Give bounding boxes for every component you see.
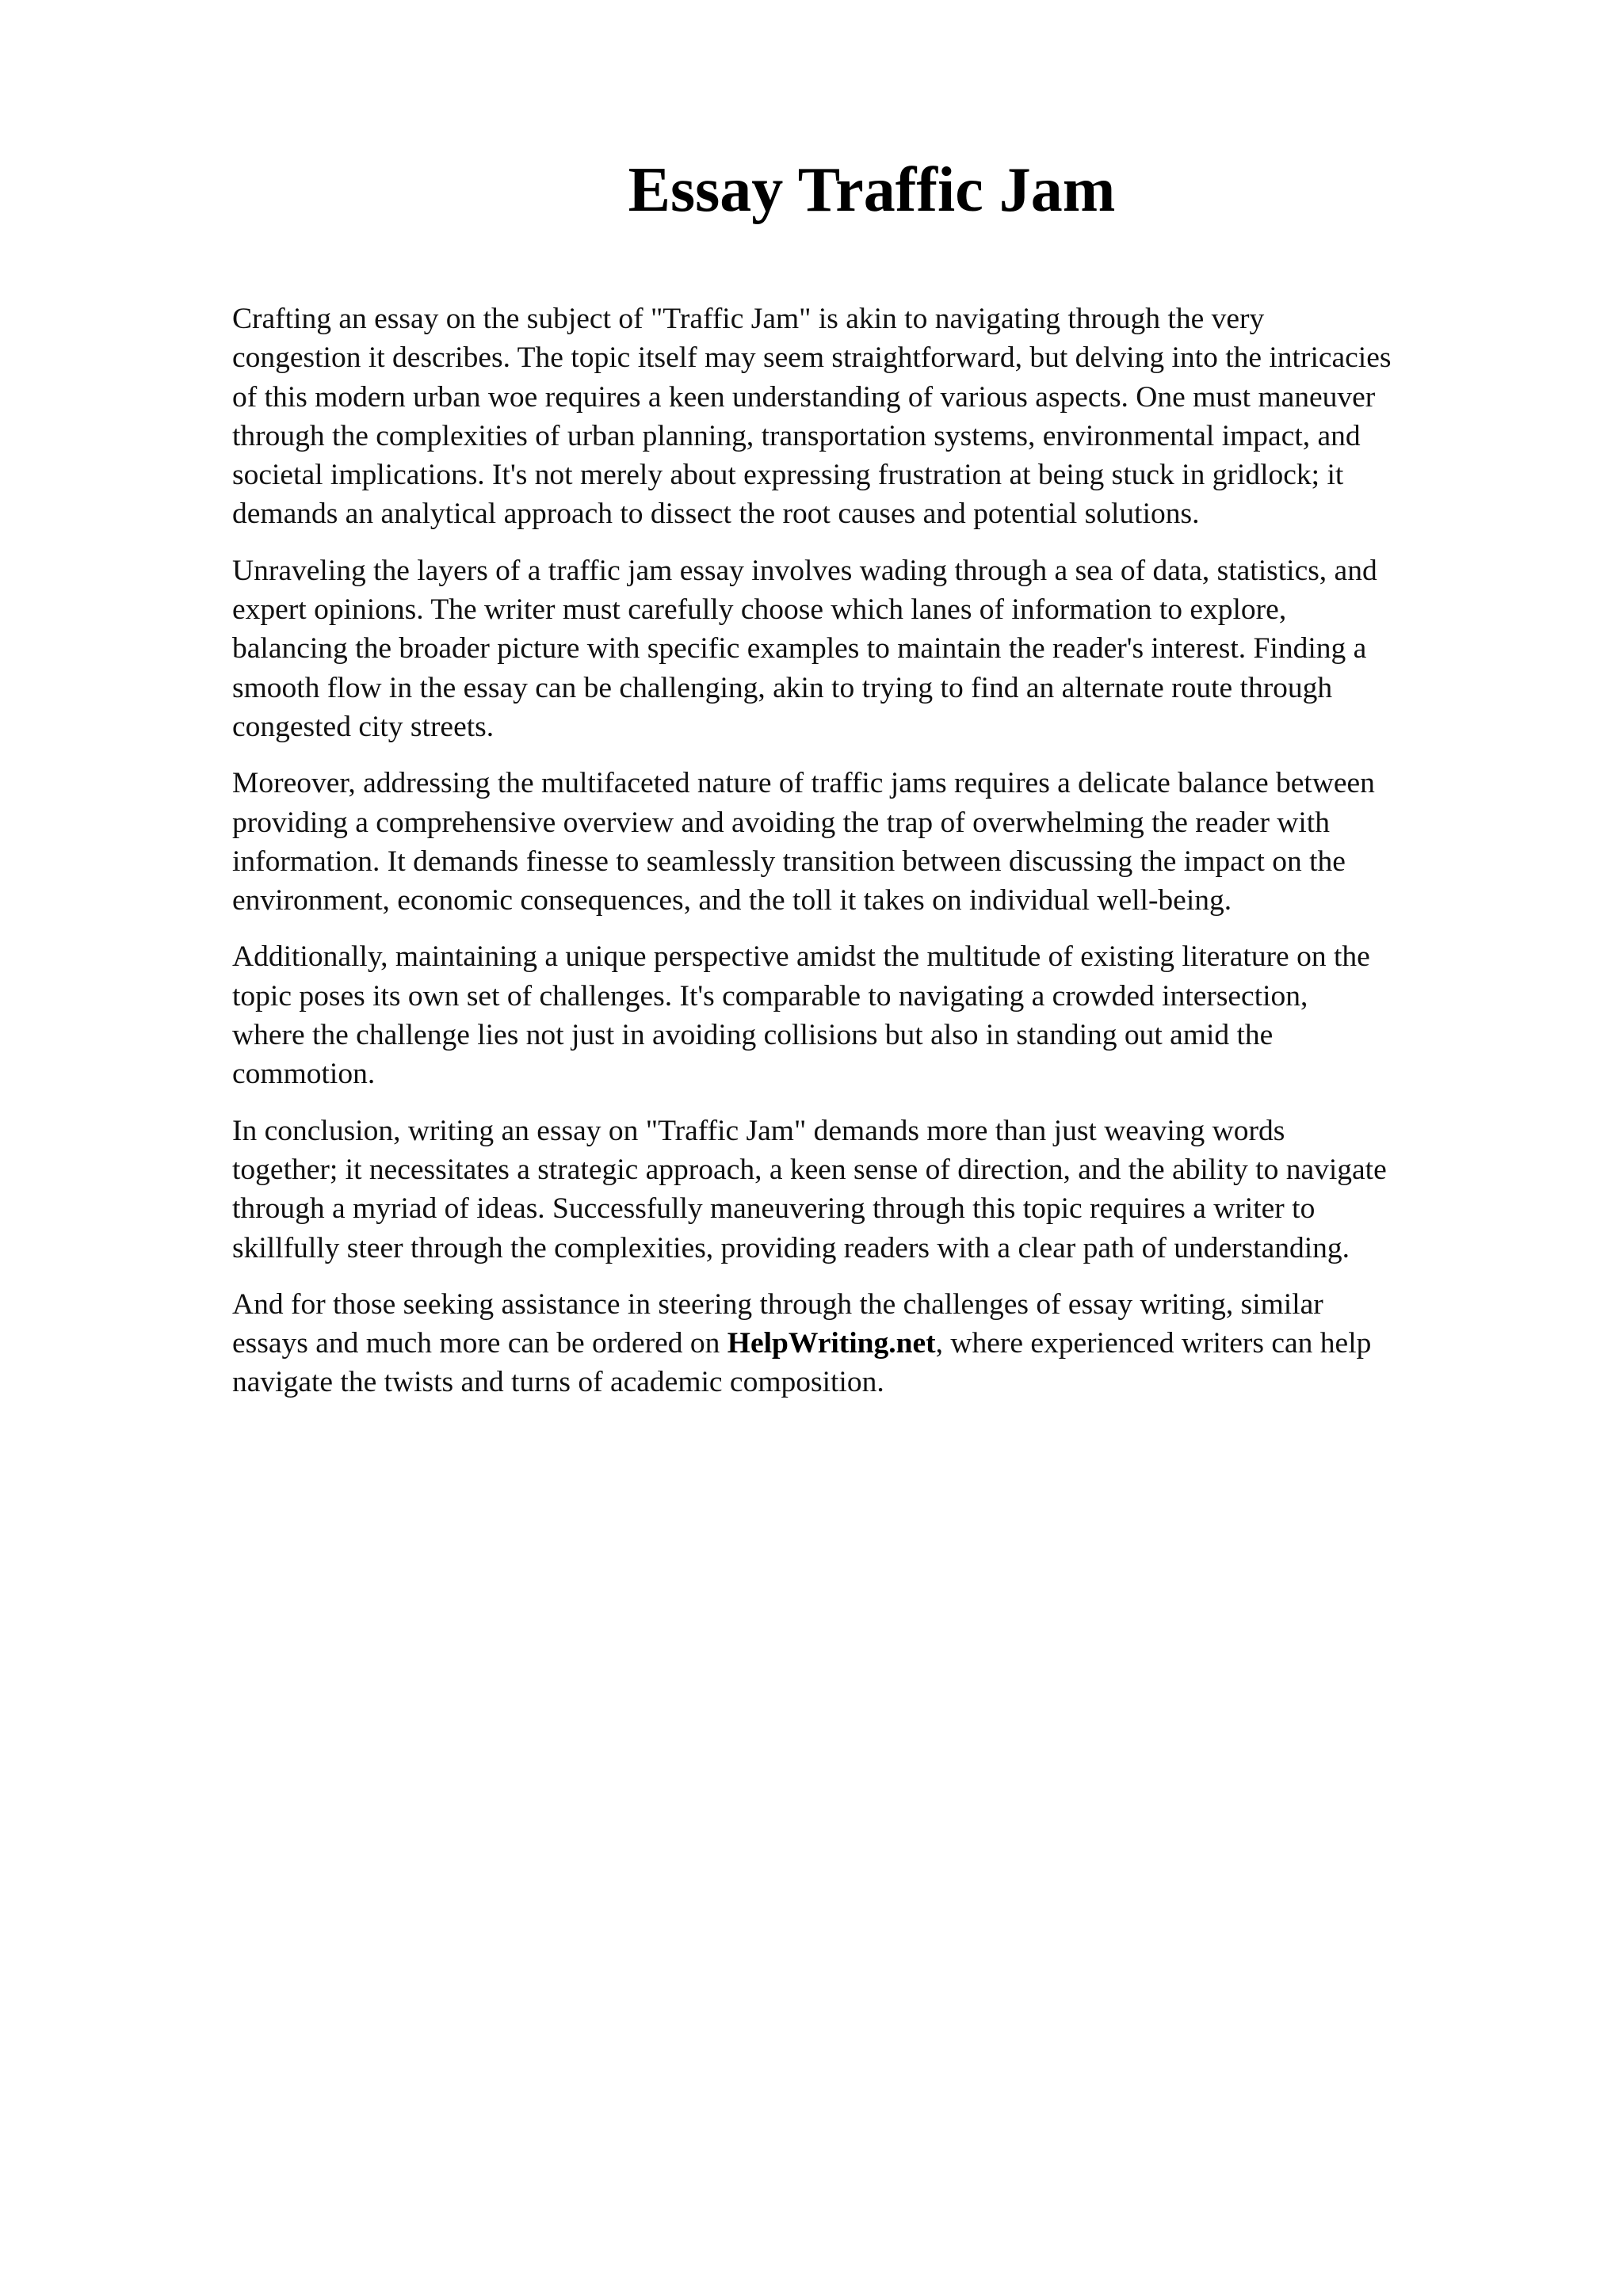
paragraph-line: congested city streets. [232,710,495,743]
paragraph-line: through the complexities of urban planning, transportation systems, environmental impact, and [232,419,1361,452]
paragraph-line: through a myriad of ideas. Successfully maneuvering through this topic requires a writer to [232,1192,1316,1226]
paragraph-line: commotion. [232,1058,376,1091]
paragraph-line: Moreover, addressing the multifaceted nature of traffic jams requires a delicate balance between [232,767,1375,800]
paragraph-1 [232,299,1532,534]
paragraph-3 [232,764,1532,920]
paragraph-line: And for those seeking assistance in steering through the challenges of essay writing, similar [232,1287,1323,1321]
closing-text-before-link: essays and much more can be ordered on [232,1327,727,1360]
closing-text-after-link: , where experienced writers can help [935,1327,1372,1360]
helpwriting-link[interactable]: HelpWriting.net [727,1327,936,1360]
paragraph-line: together; it necessitates a strategic approach, a keen sense of direction, and the ability to navigate [232,1153,1387,1186]
paragraph-line: topic poses its own set of challenges. It's comparable to navigating a crowded intersection, [232,979,1308,1013]
paragraph-line: In conclusion, writing an essay on "Traffic Jam" demands more than just weaving words [232,1114,1285,1147]
paragraph-5 [232,1112,1532,1268]
paragraph-line: Crafting an essay on the subject of "Traffic Jam" is akin to navigating through the very [232,303,1265,335]
paragraph-line: information. It demands finesse to seamlessly transition between discussing the impact on the [232,845,1346,878]
paragraph-line: congestion it describes. The topic itself may seem straightforward, but delving into the intricacies [232,341,1392,375]
paragraph-line: where the challenge lies not just in avoiding collisions but also in standing out amid the [232,1019,1274,1052]
page-title: Essay Traffic Jam [628,155,1116,225]
essay-body [232,299,1532,1420]
paragraph-closing [232,1285,1532,1402]
paragraph-line: societal implications. It's not merely about expressing frustration at being stuck in gridlock; it [232,459,1344,492]
paragraph-line: Unraveling the layers of a traffic jam essay involves wading through a sea of data, statistics, and [232,554,1377,587]
paragraph-line: environment, economic consequences, and the toll it takes on individual well-being. [232,884,1232,917]
paragraph-line: demands an analytical approach to dissect the root causes and potential solutions. [232,498,1200,531]
paragraph-line: Additionally, maintaining a unique perspective amidst the multitude of existing literature on the [232,940,1370,974]
paragraph-line: navigate the twists and turns of academic composition. [232,1366,884,1399]
paragraph-4 [232,937,1532,1093]
paragraph-line: providing a comprehensive overview and avoiding the trap of overwhelming the reader with [232,806,1330,839]
paragraph-line: expert opinions. The writer must carefully choose which lanes of information to explore, [232,593,1287,627]
paragraph-line [232,1324,1532,1363]
paragraph-line: of this modern urban woe requires a keen understanding of various aspects. One must maneuver [232,380,1376,414]
paragraph-2 [232,551,1532,746]
paragraph-line: balancing the broader picture with specific examples to maintain the reader's interest. Finding a [232,632,1367,666]
paragraph-line: skillfully steer through the complexities, providing readers with a clear path of understanding. [232,1231,1350,1264]
paragraph-line: smooth flow in the essay can be challenging, akin to trying to find an alternate route through [232,671,1333,704]
